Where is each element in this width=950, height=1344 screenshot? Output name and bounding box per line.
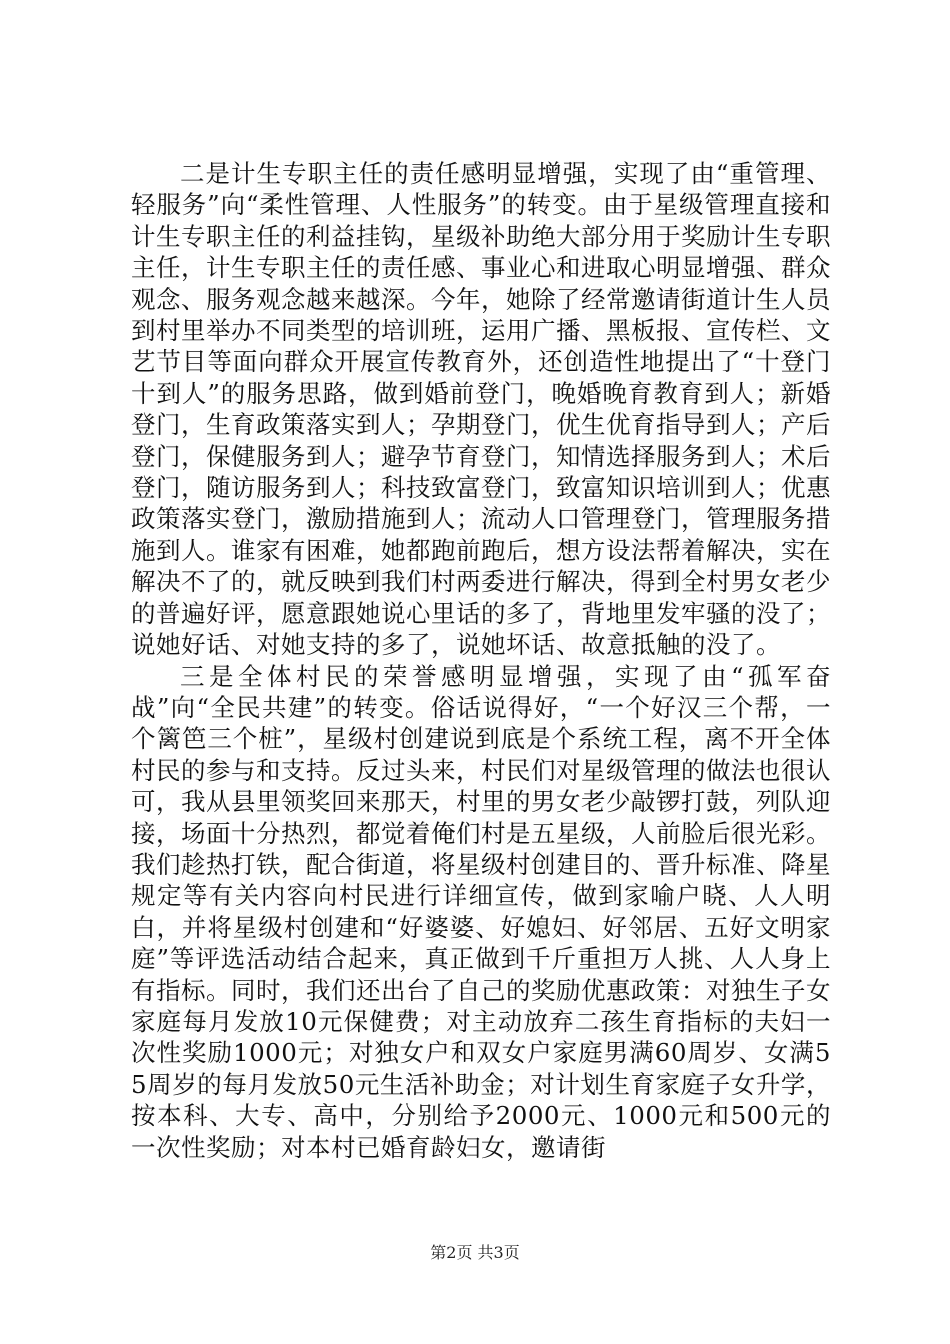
paragraph-2: 三是全体村民的荣誉感明显增强，实现了由“孤军奋战”向“全民共建”的转变。俗话说得好，“一个好汉三个帮，一个篱笆三个桩”，星级村创建说到底是个系统工程，离不开全体村民的参与和支持。反过头来，村民们对星级管理的做法也很认可，我从县里领奖回来那天，村里的男女老少敲锣打鼓，列队迎接，场面十分热烈，都觉着俺们村是五星级，人前脸后很光彩。我们趁热打铁，配合街道，将星级村创建目的、晋升标准、降星规定等有关内容向村民进行详细宣传，做到家喻户晓、人人明白，并将星级村创建和“好婆婆、好媳妇、好邻居、五好文明家庭”等评选活动结合起来，真正做到千斤重担万人挑、人人身上有指标。同时，我们还出台了自己的奖励优惠政策：对独生子女家庭每月发放10元保健费；对主动放弃二孩生育指标的夫妇一次性奖励1000元；对独女户和双女户家庭男满60周岁、女满55周岁的每月发放50元生活补助金；对计划生育家庭子女升学，按本科、大专、高中，分别给予2000元、1000元和500元的一次性奖励；对本村已婚育龄妇女，邀请街 bbox=[131, 661, 831, 1162]
paragraph-1: 二是计生专职主任的责任感明显增强，实现了由“重管理、轻服务”向“柔性管理、人性服务”的转变。由于星级管理直接和计生专职主任的利益挂钩，星级补助绝大部分用于奖励计生专职主任，计生专职主任的责任感、事业心和进取心明显增强、群众观念、服务观念越来越深。今年，她除了经常邀请街道计生人员到村里举办不同类型的培训班，运用广播、黑板报、宣传栏、文艺节目等面向群众开展宣传教育外，还创造性地提出了“十登门十到人”的服务思路，做到婚前登门，晚婚晚育教育到人；新婚登门，生育政策落实到人；孕期登门，优生优育指导到人；产后登门，保健服务到人；避孕节育登门，知情选择服务到人；术后登门，随访服务到人；科技致富登门，致富知识培训到人；优惠政策落实登门，激励措施到人；流动人口管理登门，管理服务措施到人。谁家有困难，她都跑前跑后，想方设法帮着解决，实在解决不了的，就反映到我们村两委进行解决，得到全村男女老少的普遍好评，愿意跟她说心里话的多了，背地里发牢骚的没了；说她好话、对她支持的多了，说她坏话、故意抵触的没了。 bbox=[131, 159, 831, 660]
page-number: 第2页 共3页 bbox=[430, 1243, 520, 1262]
page-footer bbox=[0, 1243, 950, 1263]
document-body bbox=[131, 158, 831, 1163]
